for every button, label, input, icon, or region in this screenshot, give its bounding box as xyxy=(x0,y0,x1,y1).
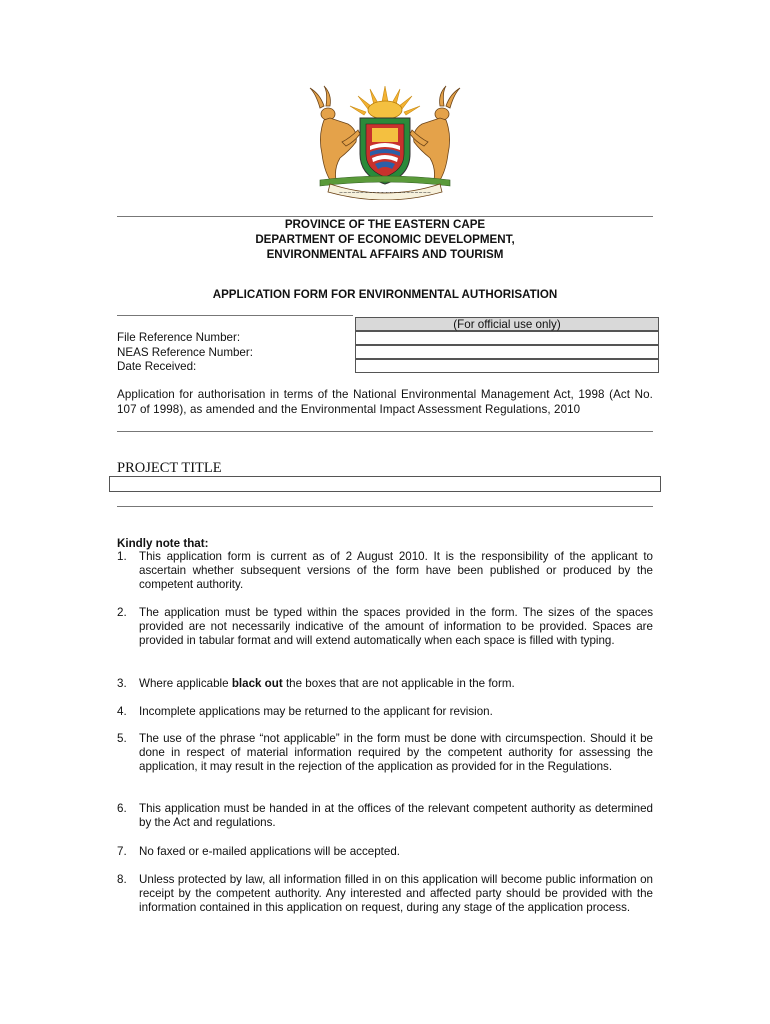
note-text: Incomplete applications may be returned to the applicant for revision. xyxy=(139,705,493,718)
neas-reference-label: NEAS Reference Number: xyxy=(117,346,253,359)
note-number: 5. xyxy=(117,732,127,745)
official-use-header: (For official use only) xyxy=(355,317,659,331)
project-title-label: PROJECT TITLE xyxy=(117,460,222,476)
note-text-post: the boxes that are not applicable in the form. xyxy=(282,677,515,690)
file-reference-field[interactable] xyxy=(355,331,659,345)
note-number: 4. xyxy=(117,705,127,718)
note-item xyxy=(117,802,653,830)
date-received-field[interactable] xyxy=(355,359,659,373)
note-item xyxy=(117,873,653,916)
note-text: The application must be typed within the spaces provided in the form. The sizes of the spaces provided are not necessarily indicative of the amount of information to be provided. Spaces are provided in tabular format and will extend automatically when each space is filled with typing. xyxy=(139,606,653,648)
note-number: 7. xyxy=(117,845,127,858)
official-use-left-rule xyxy=(117,315,353,316)
note-text: This application must be handed in at the offices of the relevant competent authority as determined by the Act and regulations. xyxy=(139,802,653,830)
note-item xyxy=(117,606,653,649)
note-item xyxy=(117,705,653,719)
note-item xyxy=(117,550,653,593)
note-text-bold: black out xyxy=(231,677,283,690)
province-name: PROVINCE OF THE EASTERN CAPE xyxy=(284,218,486,231)
department-name-line-1: DEPARTMENT OF ECONOMIC DEVELOPMENT, xyxy=(255,233,515,246)
form-title: APPLICATION FORM FOR ENVIRONMENTAL AUTHORISATION xyxy=(212,288,558,301)
note-item xyxy=(117,732,653,775)
note-number: 1. xyxy=(117,550,127,563)
department-name-line-2: ENVIRONMENTAL AFFAIRS AND TOURISM xyxy=(266,248,504,261)
note-text xyxy=(139,677,653,691)
project-bottom-rule xyxy=(117,506,653,507)
note-number: 2. xyxy=(117,606,127,619)
intro-bottom-rule xyxy=(117,431,653,432)
note-number: 6. xyxy=(117,802,127,815)
note-number: 3. xyxy=(117,677,127,690)
project-title-field[interactable] xyxy=(109,476,661,492)
coat-of-arms-emblem xyxy=(300,84,470,200)
svg-text:~~~~~~~~~~~~~~~~~~~~~~: ~~~~~~~~~~~~~~~~~~~~~~ xyxy=(338,190,432,196)
note-text: No faxed or e-mailed applications will be accepted. xyxy=(139,845,401,858)
note-item xyxy=(117,845,653,859)
note-text: This application form is current as of 2 August 2010. It is the responsibility of the applicant to ascertain whether subsequent versions of the form have been published or produced by the competent authority. xyxy=(139,550,653,592)
note-number: 8. xyxy=(117,873,127,886)
intro-paragraph: Application for authorisation in terms of the National Environmental Management Act, 1998 (Act No. 107 of 1998), as amended and the Environmental Impact Assessment Regulations, 2010 xyxy=(117,388,653,416)
file-reference-label: File Reference Number: xyxy=(117,331,241,344)
date-received-label: Date Received: xyxy=(117,360,197,373)
note-text: Unless protected by law, all information filled in on this application will become public information on receipt by the competent authority. Any interested and affected party should be provided with the information contained in this application on request, during any stage of the application process. xyxy=(139,873,653,915)
note-item xyxy=(117,677,653,691)
note-text-pre: Where applicable xyxy=(139,677,232,690)
neas-reference-field[interactable] xyxy=(355,345,659,359)
notes-heading: Kindly note that: xyxy=(117,537,209,550)
note-text: The use of the phrase “not applicable” in the form must be done with circumspection. Should it be done in respect of material information required by the competent authority for assessing the application, it may result in the rejection of the application as provided for in the Regulations. xyxy=(139,732,653,774)
